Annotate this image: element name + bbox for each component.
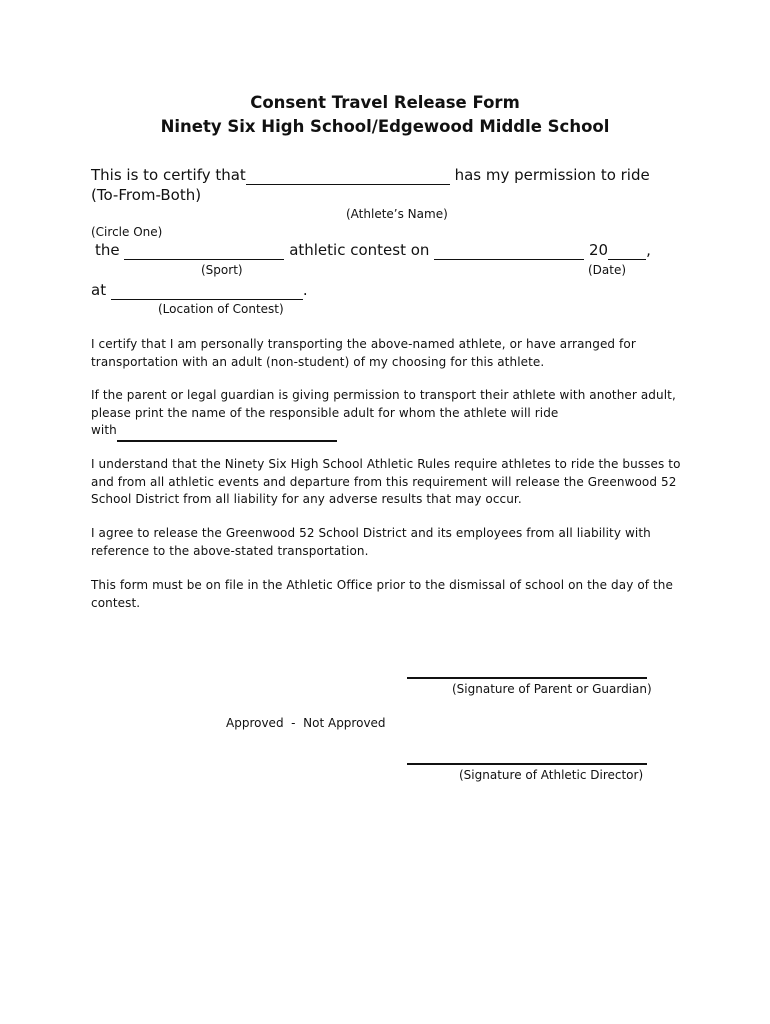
form-title: Consent Travel Release Form	[250, 93, 520, 112]
other-adult-paragraph	[91, 387, 681, 442]
approval-status: Approved - Not Approved	[226, 716, 386, 730]
sport-field[interactable]	[124, 241, 284, 260]
location-line	[91, 281, 308, 300]
athletic-contest-label: athletic contest on	[289, 241, 430, 259]
date-field[interactable]	[434, 241, 584, 260]
direction-options: (To-From-Both)	[91, 186, 202, 204]
filing-paragraph: This form must be on file in the Athletic Office prior to the dismissal of school on the day of the contest.	[91, 578, 673, 610]
year-field[interactable]	[608, 241, 646, 260]
certify-prefix: This is to certify that	[91, 166, 246, 184]
date-caption: (Date)	[588, 263, 627, 277]
release-paragraph: I agree to release the Greenwood 52 School District and its employees from all liability with reference to the above-stated transportation.	[91, 526, 651, 558]
location-field[interactable]	[111, 281, 303, 300]
responsible-adult-field[interactable]	[117, 422, 337, 442]
sport-caption: (Sport)	[201, 263, 243, 277]
location-caption: (Location of Contest)	[158, 302, 284, 316]
parent-signature-line[interactable]	[407, 677, 647, 679]
certify-suffix: has my permission to ride	[454, 166, 650, 184]
transport-certification-paragraph: I certify that I am personally transporting the above-named athlete, or have arranged for transportation with an adult (non-student) of my choosing for this athlete.	[91, 337, 636, 369]
athlete-name-caption: (Athlete’s Name)	[346, 207, 448, 221]
athletic-rules-paragraph: I understand that the Ninety Six High School Athletic Rules require athletes to ride the busses to and from all athletic events and departure from this requirement will release the Greenwood 52 School District from all liability for any adverse results that may occur.	[91, 457, 681, 506]
director-signature-line[interactable]	[407, 763, 647, 765]
circle-one-caption: (Circle One)	[91, 225, 163, 239]
other-adult-text: If the parent or legal guardian is giving permission to transport their athlete with another adult, please print the name of the responsible adult for whom the athlete will ride	[91, 388, 676, 420]
director-signature-caption: (Signature of Athletic Director)	[459, 768, 644, 782]
location-line-period: .	[302, 281, 308, 299]
school-name: Ninety Six High School/Edgewood Middle School	[160, 117, 610, 136]
contest-line	[95, 241, 651, 260]
athlete-name-field[interactable]	[246, 166, 450, 185]
year-prefix: 20	[588, 241, 609, 259]
parent-signature-caption: (Signature of Parent or Guardian)	[452, 682, 652, 696]
the-label: the	[95, 241, 120, 259]
at-label: at	[91, 281, 107, 299]
certify-line	[91, 166, 650, 185]
contest-line-comma: ,	[646, 241, 651, 259]
with-label: with	[91, 423, 117, 437]
